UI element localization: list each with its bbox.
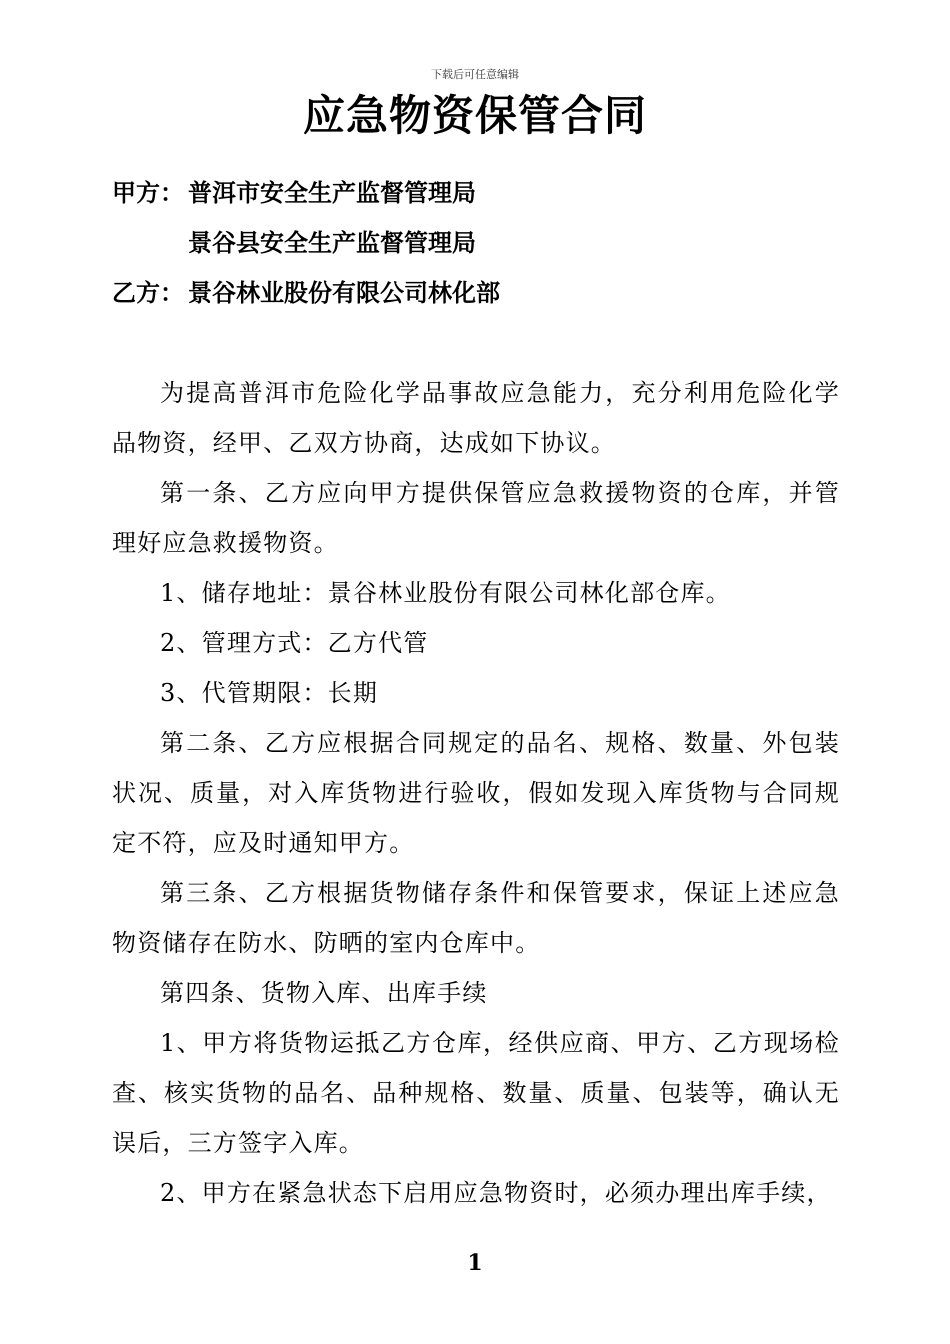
paragraph-article-3: 第三条、乙方根据货物储存条件和保管要求，保证上述应急物资储存在防水、防晒的室内仓库中。 xyxy=(112,879,840,957)
paragraph-article-4: 第四条、货物入库、出库手续 xyxy=(160,979,488,1007)
party-b-label: 乙方： xyxy=(112,278,184,307)
party-a-name-2: 景谷县安全生产监督管理局 xyxy=(188,228,476,257)
party-a-line-2 xyxy=(188,228,476,258)
paragraph-article-4-item-2: 2、甲方在紧急状态下启用应急物资时，必须办理出库手续， xyxy=(160,1179,832,1207)
paragraph-article-1: 第一条、乙方应向甲方提供保管应急救援物资的仓库，并管理好应急救援物资。 xyxy=(112,479,840,557)
party-a-label: 甲方： xyxy=(112,178,184,207)
party-a-name-1: 普洱市安全生产监督管理局 xyxy=(188,178,476,207)
paragraph-management-method: 2、管理方式：乙方代管 xyxy=(160,629,429,657)
party-b-name: 景谷林业股份有限公司林化部 xyxy=(188,278,500,307)
party-a-line-1 xyxy=(112,178,476,208)
page-number: 1 xyxy=(467,1250,483,1276)
header-note: 下载后可任意编辑 xyxy=(431,68,519,81)
paragraph-custody-period: 3、代管期限：长期 xyxy=(160,679,379,707)
paragraph-intro: 为提高普洱市危险化学品事故应急能力，充分利用危险化学品物资，经甲、乙双方协商，达成如下协议。 xyxy=(112,379,840,457)
paragraph-article-2: 第二条、乙方应根据合同规定的品名、规格、数量、外包装状况、质量，对入库货物进行验收，假如发现入库货物与合同规定不符，应及时通知甲方。 xyxy=(112,729,840,857)
paragraph-storage-address: 1、储存地址：景谷林业股份有限公司林化部仓库。 xyxy=(160,579,731,607)
party-b-line xyxy=(112,278,500,308)
paragraph-article-4-item-1: 1、甲方将货物运抵乙方仓库，经供应商、甲方、乙方现场检查、核实货物的品名、品种规格、数量、质量、包装等，确认无误后，三方签字入库。 xyxy=(112,1029,840,1157)
contract-body xyxy=(112,368,840,1218)
document-title: 应急物资保管合同 xyxy=(302,91,647,140)
